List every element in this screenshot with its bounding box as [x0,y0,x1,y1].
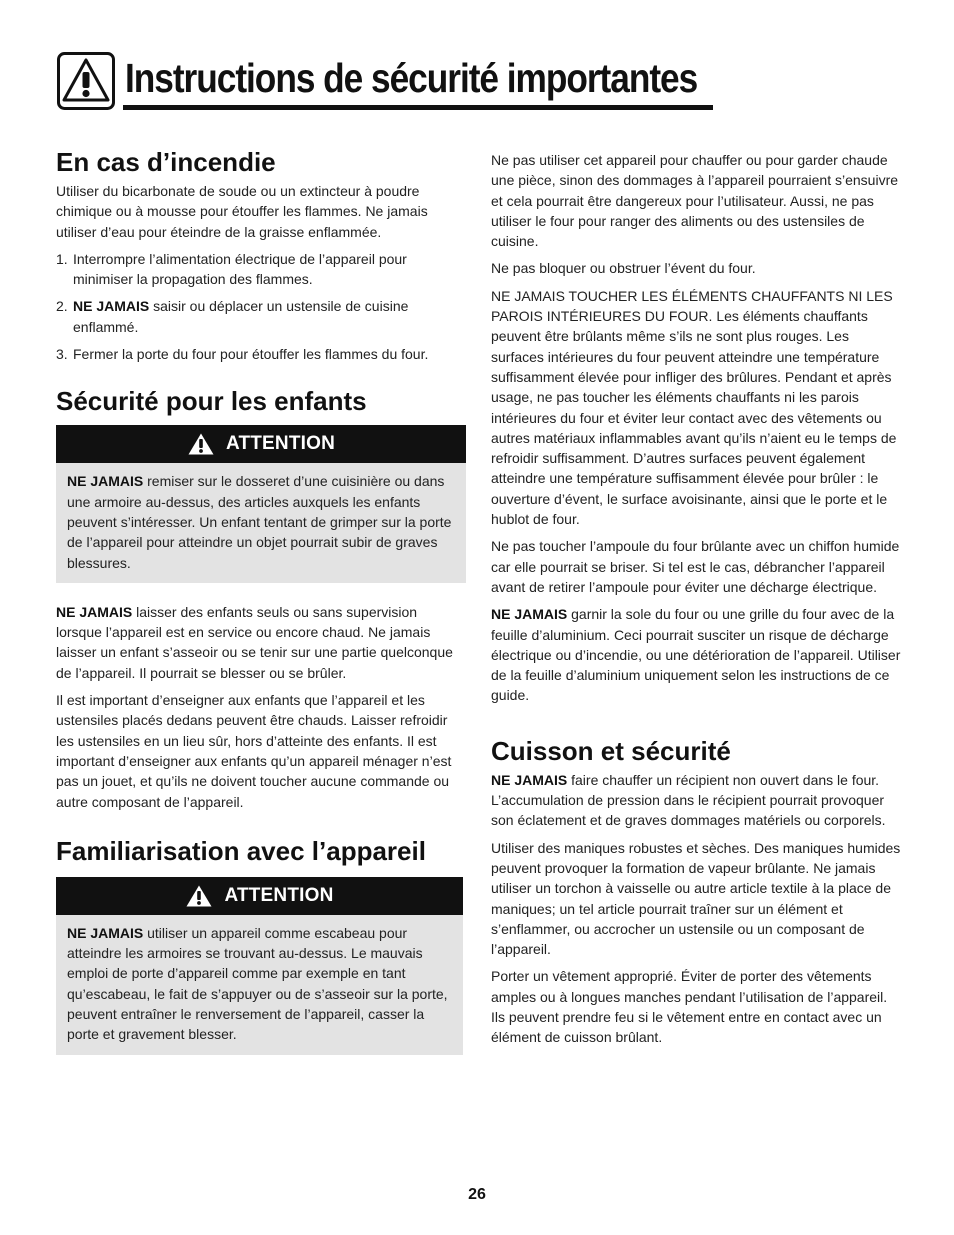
right-para-5 [491,604,901,705]
step-text: Interrompre l’alimentation électrique de l’appareil pour minimiser la propagation des flammes. [73,250,407,288]
step-number: 3. [56,346,68,363]
attention-box-children [56,425,466,582]
section-children [56,384,466,811]
section-heading-children: Sécurité pour les enfants [56,386,367,417]
warning-triangle-icon [185,884,213,908]
cooking-para-3: Porter un vêtement approprié. Éviter de porter des vêtements amples ou à longues manches pendant l’utilisation de l’appareil. Ils peuvent prendre feu si le vêtement entre en contact avec un élément de cuisson brûlant. [491,968,888,1046]
step-text: Fermer la porte du four pour étouffer les flammes du four. [73,346,429,363]
attention-bar [56,425,466,463]
attention-bar [56,877,463,915]
section-heading-fire: En cas d’incendie [56,147,276,177]
cooking-para-1 [491,770,901,831]
section-cooking [491,734,901,1048]
step-number: 1. [56,250,68,267]
right-para-3: NE JAMAIS TOUCHER LES ÉLÉMENTS CHAUFFANTS NI LES PAROIS INTÉRIEURES DU FOUR. Les éléments chauffants peuvent être brûlants même s’ils ne sont plus rouges. Les surfaces intérieures du four peuvent atteindre une température suffisamment élevée pour infliger des brûlures. Pendant et après usage, ne pas toucher les éléments chauffants ni les parois intérieures du four et éviter leur contact avec des vêtements ou autres matériaux inflammables avant qu’ils n’aient eu le temps de refroidir suffisamment. D’autres surfaces peuvent également atteindre une température suffisamment élevée pour brûler : le ouverture d’évent, le surface avoisinante, ainsi que le porte et le hublot de four. [491,287,897,528]
right-column [491,150,901,1048]
attention-text [67,471,456,572]
para-emphasis: NE JAMAIS [56,603,133,620]
para-text: laisser des enfants seuls ou sans supervision lorsque l’appareil est en service ou encore chaud. Ne jamais laisser un enfant s’asseoir ou se tenir sur une partie quelconque de l’appareil. Il pourrait se blesser ou se brûler. [56,603,453,681]
right-para-4: Ne pas toucher l’ampoule du four brûlante avec un chiffon humide car elle pourrait se briser. Si tel est le cas, débrancher l’appareil avant de retirer l’ampoule pour éviter une décharge électrique. [491,538,900,595]
left-column [56,145,466,1055]
step-emphasis: NE JAMAIS [73,298,150,315]
attention-emphasis: NE JAMAIS [67,924,144,941]
page-number: 26 [468,1186,486,1203]
attention-label: ATTENTION [225,433,336,455]
attention-text [67,923,453,1045]
page-title: Instructions de sécurité importantes [125,55,698,101]
attention-box-familiar [56,877,463,1055]
attention-label: ATTENTION [224,884,334,906]
step-text: saisir ou déplacer un ustensile de cuisine enflammé. [73,298,409,335]
attention-body [56,463,466,582]
para-emphasis: NE JAMAIS [491,771,568,788]
children-para-1 [56,602,466,683]
right-para-2: Ne pas bloquer ou obstruer l’évent du four. [491,260,756,277]
para-text: faire chauffer un récipient non ouvert dans le four. L’accumulation de pression dans le récipient pourrait provoquer son éclatement et de graves dommages matériels ou corporels. [491,771,886,829]
fire-step [56,249,466,290]
step-number: 2. [56,298,68,315]
fire-step [56,296,466,337]
warning-icon [57,52,115,110]
warning-triangle-icon [187,432,215,456]
right-para-1: Ne pas utiliser cet appareil pour chauffer ou pour garder chaude une pièce, sinon des dommages à l’appareil pourraient s’ensuivre et cela pourrait être dangereux pour l’utilisateur. Aussi, ne pas utiliser le four pour ranger des aliments ou des ustensiles de cuisine. [491,152,899,250]
attention-emphasis: NE JAMAIS [67,473,144,490]
section-familiar [56,834,466,1055]
fire-steps-list [56,249,466,364]
fire-intro: Utiliser du bicarbonate de soude ou un extincteur à poudre chimique ou à mousse pour étouffer les flammes. Ne jamais utiliser d’eau pour éteindre de la graisse enflammée. [56,183,428,240]
section-heading-familiar: Familiarisation avec l’appareil [56,835,426,866]
title-underline [123,105,713,110]
cooking-para-2: Utiliser des maniques robustes et sèches. Des maniques humides peuvent provoquer la formation de vapeur brûlante. Ne jamais utiliser un torchon à vaisselle ou autre article textile à la place de maniques; un tel article pourrait traîner sur un élément et s’enflammer, ou accrocher un ustensile ou un composant de l’appareil. [491,839,901,958]
children-para-2: Il est important d’enseigner aux enfants que l’appareil et les ustensiles placés dedans peuvent être chauds. Laisser refroidir les ustensiles en un lieu sûr, hors d’atteinte des enfants. Il est important d’enseigner aux enfants qu’un appareil ménager n’est pas un jouet, et qu’ils ne doivent toucher aucune commande ou autre composant de l’appareil. [56,692,452,810]
section-fire [56,145,466,364]
page-header [57,52,713,116]
para-text: garnir la sole du four ou une grille du four avec de la feuille d’aluminium. Ceci pourrait susciter un risque de décharge électrique ou d’incendie, ou une détérioration de l’appareil. Utiliser de la feuille d’aluminium uniquement selon les instructions de ce guide. [491,606,901,704]
para-emphasis: NE JAMAIS [491,606,568,623]
attention-detail: remiser sur le dosseret d’une cuisinière ou dans une armoire au-dessus, des articles auxquels les enfants peuvent s’intéresser. Un enfant tentant de grimper sur la porte de l’appareil pour atteindre un objet pourrait subir de graves blessures. [67,473,452,571]
attention-detail: utiliser un appareil comme escabeau pour atteindre les armoires se trouvant au-dessus. Le mauvais emploi de porte d’appareil comme par exemple en tant qu’escabeau, le fait de s’appuyer ou de s’asseoir sur la porte, peuvent entraîner le renversement de l’appareil, casser la porte et gravement blesser. [67,924,448,1043]
fire-step [56,344,466,364]
attention-body [56,915,463,1055]
section-heading-cooking: Cuisson et sécurité [491,735,731,766]
